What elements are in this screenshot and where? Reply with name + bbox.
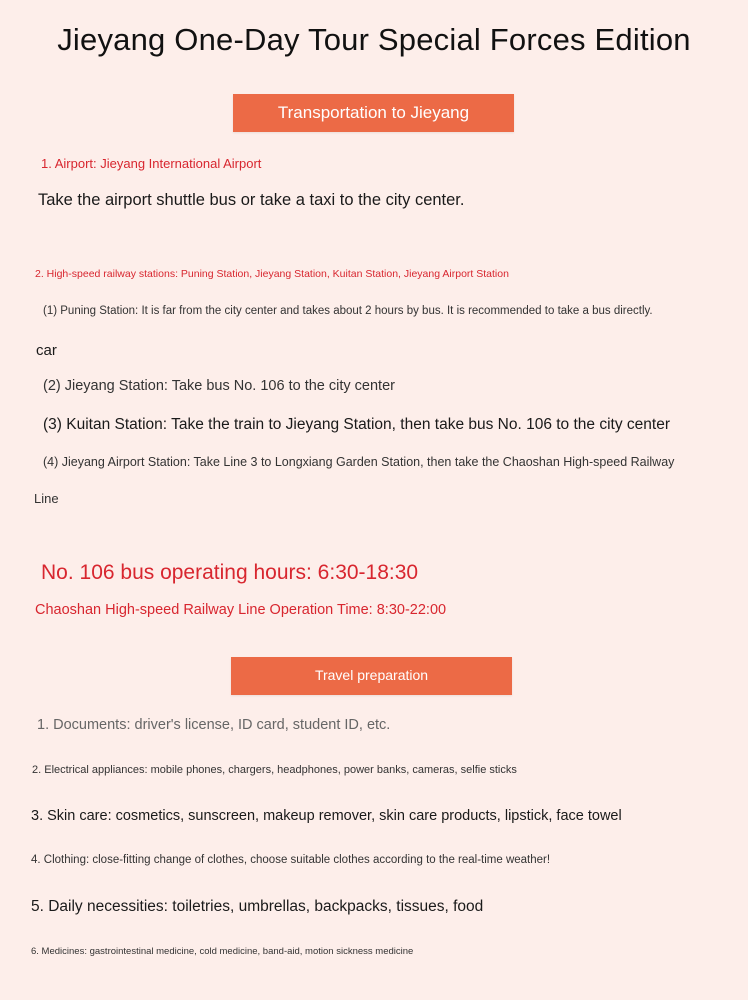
airport-text: Take the airport shuttle bus or take a taxi to the city center. xyxy=(38,191,465,209)
list-item-documents: 1. Documents: driver's license, ID card, student ID, etc. xyxy=(37,717,391,733)
page-title: Jieyang One-Day Tour Special Forces Edition xyxy=(57,22,691,57)
rail-hours: Chaoshan High-speed Railway Line Operation Time: 8:30-22:00 xyxy=(35,602,447,618)
station-puning: (1) Puning Station: It is far from the city center and takes about 2 hours by bus. It is recommended to take a bus directly. xyxy=(43,305,653,317)
travel-preparation-banner: Travel preparation xyxy=(231,657,512,695)
station-airport-cont: Line xyxy=(34,491,59,506)
hsr-heading: 2. High-speed railway stations: Puning Station, Jieyang Station, Kuitan Station, Jieyang Airport Station xyxy=(35,268,509,280)
station-airport: (4) Jieyang Airport Station: Take Line 3 to Longxiang Garden Station, then take the Chaoshan High-speed Railway xyxy=(43,455,675,469)
list-item-daily-necessities: 5. Daily necessities: toiletries, umbrellas, backpacks, tissues, food xyxy=(31,898,484,915)
station-puning-cont: car xyxy=(36,342,57,359)
list-item-medicines: 6. Medicines: gastrointestinal medicine, cold medicine, band-aid, motion sickness medicine xyxy=(31,946,414,957)
list-item-skin-care: 3. Skin care: cosmetics, sunscreen, makeup remover, skin care products, lipstick, face towel xyxy=(31,808,622,824)
station-kuitan: (3) Kuitan Station: Take the train to Jieyang Station, then take bus No. 106 to the city center xyxy=(43,416,670,433)
bus-hours: No. 106 bus operating hours: 6:30-18:30 xyxy=(41,561,419,584)
airport-heading: 1. Airport: Jieyang International Airport xyxy=(41,156,262,171)
station-jieyang: (2) Jieyang Station: Take bus No. 106 to the city center xyxy=(43,378,395,394)
transportation-banner: Transportation to Jieyang xyxy=(233,94,514,132)
list-item-electrical: 2. Electrical appliances: mobile phones, chargers, headphones, power banks, cameras, selfie sticks xyxy=(32,764,517,776)
list-item-clothing: 4. Clothing: close-fitting change of clothes, choose suitable clothes according to the real-time weather! xyxy=(31,854,551,866)
